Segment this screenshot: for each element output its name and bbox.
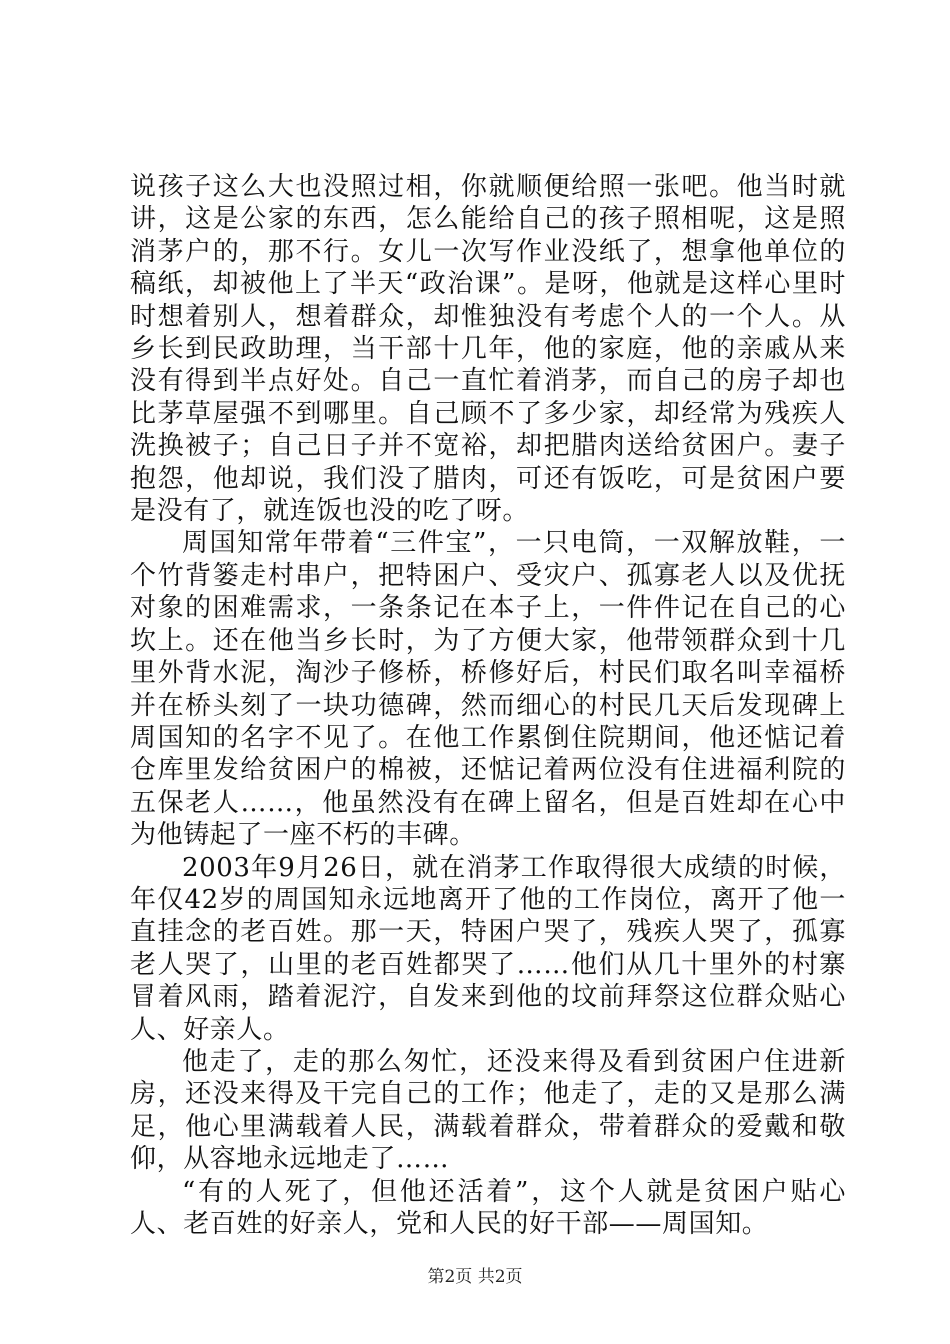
document-body bbox=[130, 171, 846, 1240]
paragraph-conclusion: “有的人死了，但他还活着”，这个人就是贫困户贴心人、老百姓的好亲人，党和人民的好干部——周国知。 bbox=[130, 1176, 846, 1239]
page-number-footer: 第2页 共2页 bbox=[427, 1267, 523, 1287]
paragraph-three-treasures: 周国知常年带着“三件宝”，一只电筒，一双解放鞋，一个竹背篓走村串户，把特困户、受灾户、孤寡老人以及优抚对象的困难需求，一条条记在本子上，一件件记在自己的心坎上。还在他当乡长时，为了方便大家，他带领群众到十几里外背水泥，淘沙子修桥，桥修好后，村民们取名叫幸福桥并在桥头刻了一块功德碑，然而细心的村民几天后发现碑上周国知的名字不见了。在他工作累倒住院期间，他还惦记着仓库里发给贫困户的棉被，还惦记着两位没有住进福利院的五保老人……，他虽然没有在碑上留名，但是百姓却在心中为他铸起了一座不朽的丰碑。 bbox=[130, 528, 846, 851]
paragraph-farewell: 他走了，走的那么匆忙，还没来得及看到贫困户住进新房，还没来得及干完自己的工作；他走了，走的又是那么满足，他心里满载着人民，满载着群众，带着群众的爱戴和敬仰，从容地永远地走了…… bbox=[130, 1046, 846, 1175]
paragraph-continuation: 说孩子这么大也没照过相，你就顺便给照一张吧。他当时就讲，这是公家的东西，怎么能给自己的孩子照相呢，这是照消茅户的，那不行。女儿一次写作业没纸了，想拿他单位的稿纸，却被他上了半天“政治课”。是呀，他就是这样心里时时想着别人，想着群众，却惟独没有考虑个人的一个人。从乡长到民政助理，当干部十几年，他的家庭，他的亲戚从来没有得到半点好处。自己一直忙着消茅，而自己的房子却也比茅草屋强不到哪里。自己顾不了多少家，却经常为残疾人洗换被子；自己日子并不宽裕，却把腊肉送给贫困户。妻子抱怨，他却说，我们没了腊肉，可还有饭吃，可是贫困户要是没有了，就连饭也没的吃了呀。 bbox=[130, 172, 846, 527]
paragraph-passing: 2003年9月26日，就在消茅工作取得很大成绩的时候，年仅42岁的周国知永远地离开了他的工作岗位，离开了他一直挂念的老百姓。那一天，特困户哭了，残疾人哭了，孤寡老人哭了，山里的老百姓都哭了……他们从几十里外的村寨冒着风雨，踏着泥泞，自发来到他的坟前拜祭这位群众贴心人、好亲人。 bbox=[130, 852, 846, 1045]
